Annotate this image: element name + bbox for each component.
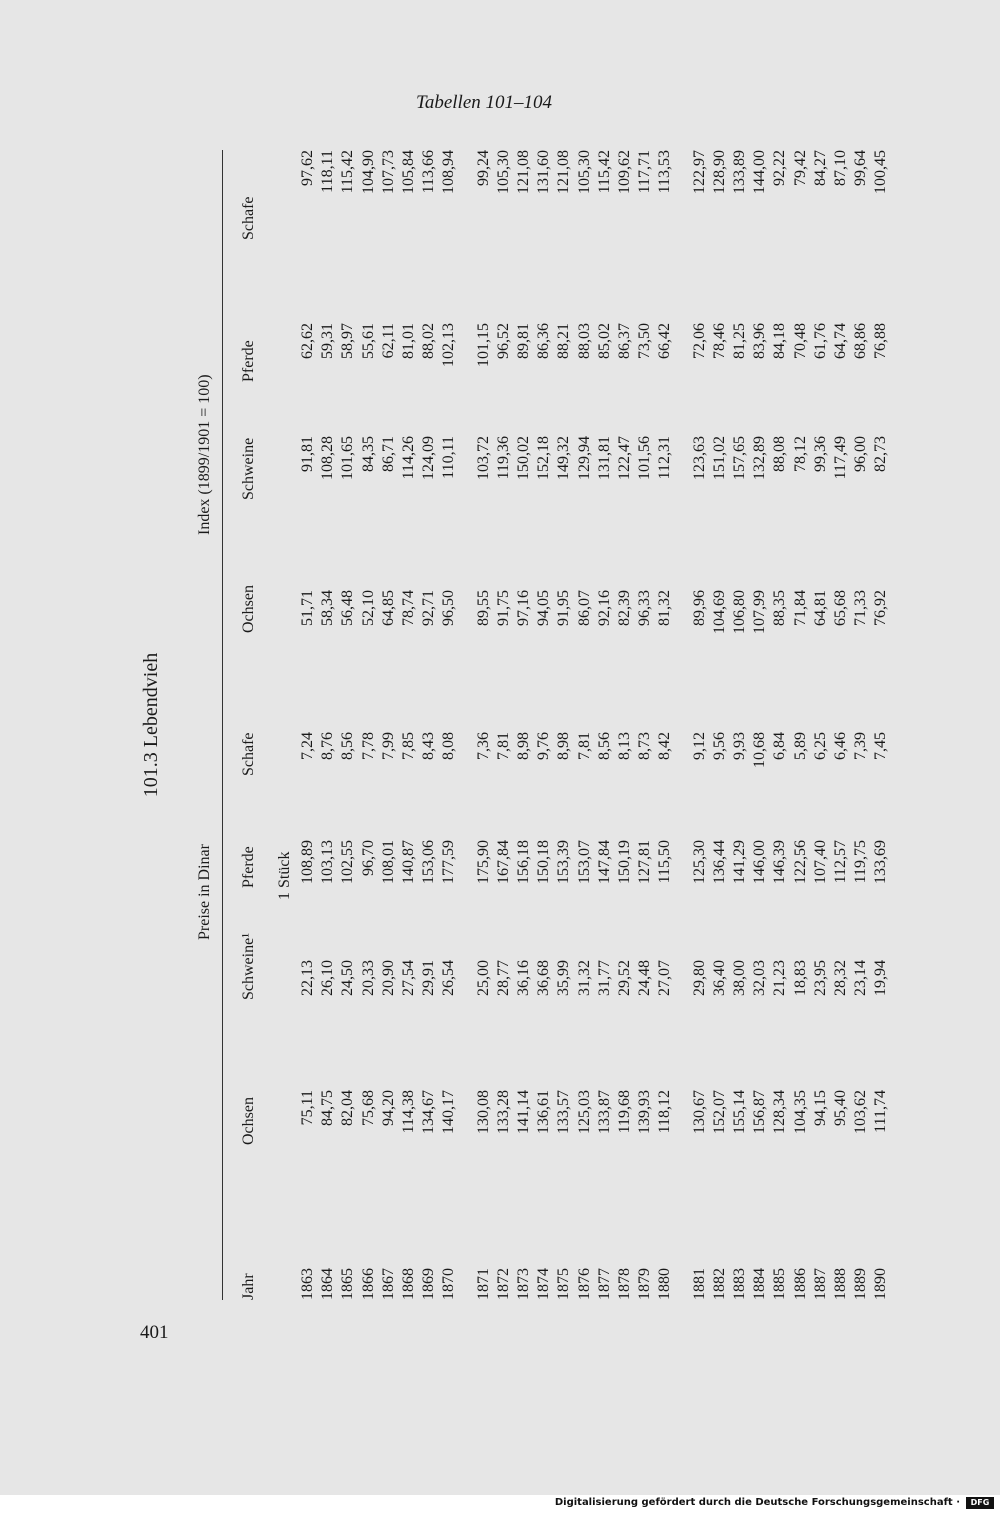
table-cell: 52,10 (359, 590, 377, 626)
table-cell: 86,37 (616, 323, 633, 359)
table-cell: 92,71 (420, 590, 438, 626)
table-cell: 111,74 (872, 1090, 890, 1133)
cell-jahr: 1878 (616, 1268, 633, 1300)
table-cell: 8,42 (656, 732, 674, 760)
table-cell: 58,34 (319, 590, 337, 626)
table-cell: 29,91 (420, 960, 438, 996)
table-cell: 91,95 (555, 590, 573, 626)
table-cell: 96,33 (636, 590, 654, 626)
table-cell: 78,74 (400, 590, 417, 626)
footer-text: Digitalisierung gefördert durch die Deutsche Forschungsgemeinschaft · (554, 1497, 960, 1508)
table-cell: 71,84 (791, 590, 809, 626)
table-cell: 147,84 (595, 840, 613, 884)
table-cell: 96,00 (852, 436, 870, 472)
table-cell: 19,94 (872, 960, 890, 996)
table-cell: 140,17 (440, 1090, 458, 1134)
table-cell: 51,71 (299, 590, 316, 626)
table-cell: 7,39 (852, 732, 870, 760)
table-cell: 122,56 (791, 840, 809, 884)
table-cell: 132,89 (751, 436, 769, 480)
table-cell: 81,01 (400, 323, 417, 359)
table-cell: 103,13 (319, 840, 337, 884)
table-cell: 9,76 (535, 732, 553, 760)
table-cell: 112,31 (656, 436, 674, 480)
table-cell: 157,65 (731, 436, 748, 480)
table-cell: 107,99 (751, 590, 769, 634)
table-cell: 64,81 (811, 590, 829, 626)
table-cell: 82,39 (616, 590, 633, 626)
table-cell: 130,08 (474, 1090, 492, 1134)
table-cell: 156,87 (751, 1090, 769, 1134)
table-cell: 22,13 (299, 960, 316, 996)
table-cell: 115,50 (656, 840, 674, 884)
table-cell: 65,68 (832, 590, 849, 626)
header-pferde: Pferde (240, 846, 257, 888)
table-cell: 8,56 (595, 732, 613, 760)
table-cell: 82,04 (339, 1090, 357, 1126)
table-cell: 112,57 (832, 840, 849, 884)
cell-jahr: 1876 (575, 1268, 593, 1300)
table-cell: 114,26 (400, 436, 417, 480)
table-cell: 66,42 (656, 323, 674, 359)
table-cell: 115,42 (595, 150, 613, 194)
table-cell: 31,32 (575, 960, 593, 996)
table-cell: 136,44 (710, 840, 728, 884)
cell-jahr: 1875 (555, 1268, 573, 1300)
table-cell: 139,93 (636, 1090, 654, 1134)
table-cell: 103,62 (852, 1090, 870, 1134)
header-schweine: Schweine¹ (240, 933, 257, 1000)
table-cell: 130,67 (690, 1090, 708, 1134)
cell-jahr: 1882 (710, 1268, 728, 1300)
table-cell: 118,12 (656, 1090, 674, 1134)
table-cell: 131,60 (535, 150, 553, 194)
table-cell: 110,11 (440, 436, 458, 479)
table-cell: 68,86 (852, 323, 870, 359)
table-cell: 89,81 (515, 323, 532, 359)
table-cell: 105,30 (575, 150, 593, 194)
table-cell: 62,62 (299, 323, 316, 359)
table-cell: 104,35 (791, 1090, 809, 1134)
table-cell: 8,13 (616, 732, 633, 760)
table-cell: 7,36 (474, 732, 492, 760)
table-cell: 84,18 (771, 323, 789, 359)
table-cell: 7,85 (400, 732, 417, 760)
table-cell: 119,75 (852, 840, 870, 884)
header-ochsen: Ochsen (240, 1097, 257, 1145)
table-cell: 107,40 (811, 840, 829, 884)
table-cell: 97,62 (299, 150, 316, 186)
table-cell: 24,50 (339, 960, 357, 996)
table-cell: 32,03 (751, 960, 769, 996)
table-cell: 64,74 (832, 323, 849, 359)
table-cell: 7,81 (575, 732, 593, 760)
table-cell: 27,54 (400, 960, 417, 996)
table-cell: 5,89 (791, 732, 809, 760)
table-cell: 7,81 (494, 732, 512, 760)
table-cell: 94,20 (379, 1090, 397, 1126)
table-cell: 82,73 (872, 436, 890, 472)
table-cell: 127,81 (636, 840, 654, 884)
table-cell: 84,75 (319, 1090, 337, 1126)
cell-jahr: 1879 (636, 1268, 654, 1300)
table-cell: 76,88 (872, 323, 890, 359)
table-cell: 81,25 (731, 323, 748, 359)
table-cell: 106,80 (731, 590, 748, 634)
table-cell: 7,45 (872, 732, 890, 760)
table-cell: 144,00 (751, 150, 769, 194)
table-cell: 7,24 (299, 732, 316, 760)
table-cell: 24,48 (636, 960, 654, 996)
table-cell: 8,08 (440, 732, 458, 760)
table-cell: 128,90 (710, 150, 728, 194)
table-cell: 113,66 (420, 150, 438, 194)
table-cell: 100,45 (872, 150, 890, 194)
table-cell: 7,78 (359, 732, 377, 760)
page-number: 401 (140, 1322, 169, 1343)
table-cell: 72,06 (690, 323, 708, 359)
table-cell: 152,07 (710, 1090, 728, 1134)
table-cell: 70,48 (791, 323, 809, 359)
table-cell: 9,93 (731, 732, 748, 760)
table-cell: 96,52 (494, 323, 512, 359)
table-cell: 102,13 (440, 323, 458, 367)
table-cell: 26,54 (440, 960, 458, 996)
table-cell: 104,69 (710, 590, 728, 634)
cell-jahr: 1884 (751, 1268, 769, 1300)
cell-jahr: 1874 (535, 1268, 553, 1300)
table-cell: 59,31 (319, 323, 337, 359)
table-cell: 133,87 (595, 1090, 613, 1134)
table-cell: 108,89 (299, 840, 316, 884)
table-cell: 99,64 (852, 150, 870, 186)
table-cell: 136,61 (535, 1090, 553, 1134)
table-cell: 28,32 (832, 960, 849, 996)
cell-jahr: 1885 (771, 1268, 789, 1300)
table-cell: 141,29 (731, 840, 748, 884)
table-cell: 7,99 (379, 732, 397, 760)
table-cell: 133,69 (872, 840, 890, 884)
table-cell: 36,68 (535, 960, 553, 996)
cell-jahr: 1877 (595, 1268, 613, 1300)
table-cell: 133,57 (555, 1090, 573, 1134)
cell-jahr: 1867 (379, 1268, 397, 1300)
cell-jahr: 1864 (319, 1268, 337, 1300)
table-cell: 29,52 (616, 960, 633, 996)
table-cell: 18,83 (791, 960, 809, 996)
table-cell: 175,90 (474, 840, 492, 884)
table-cell: 38,00 (731, 960, 748, 996)
cell-jahr: 1880 (656, 1268, 674, 1300)
table-cell: 109,62 (616, 150, 633, 194)
table-cell: 29,80 (690, 960, 708, 996)
table-cell: 97,16 (515, 590, 532, 626)
rotated-table (140, 150, 900, 1300)
table-cell: 26,10 (319, 960, 337, 996)
table-cell: 122,97 (690, 150, 708, 194)
table-cell: 71,33 (852, 590, 870, 626)
table-cell: 9,56 (710, 732, 728, 760)
table-cell: 150,02 (515, 436, 532, 480)
table-cell: 8,73 (636, 732, 654, 760)
table-cell: 150,18 (535, 840, 553, 884)
header-idx-schafe: Schafe (240, 196, 257, 240)
cell-jahr: 1869 (420, 1268, 438, 1300)
cell-jahr: 1889 (852, 1268, 870, 1300)
table-cell: 8,76 (319, 732, 337, 760)
table-cell: 83,96 (751, 323, 769, 359)
table-cell: 108,01 (379, 840, 397, 884)
table-cell: 133,89 (731, 150, 748, 194)
table-cell: 92,16 (595, 590, 613, 626)
table-cell: 131,81 (595, 436, 613, 480)
header-jahr: Jahr (240, 1273, 257, 1300)
table-cell: 89,55 (474, 590, 492, 626)
table-cell: 76,92 (872, 590, 890, 626)
table-cell: 31,77 (595, 960, 613, 996)
table-cell: 20,90 (379, 960, 397, 996)
table-cell: 152,18 (535, 436, 553, 480)
table-cell: 121,08 (515, 150, 532, 194)
table-cell: 153,39 (555, 840, 573, 884)
table-cell: 115,42 (339, 150, 357, 194)
table-cell: 21,23 (771, 960, 789, 996)
table-cell: 117,49 (832, 436, 849, 480)
table-cell: 6,84 (771, 732, 789, 760)
running-head: Tabellen 101–104 (416, 92, 552, 113)
cell-jahr: 1890 (872, 1268, 890, 1300)
header-schafe: Schafe (240, 732, 257, 776)
table-cell: 91,75 (494, 590, 512, 626)
table-cell: 87,10 (832, 150, 849, 186)
table-cell: 124,09 (420, 436, 438, 480)
table-cell: 102,55 (339, 840, 357, 884)
table-cell: 84,27 (811, 150, 829, 186)
table-cell: 95,40 (832, 1090, 849, 1126)
table-cell: 56,48 (339, 590, 357, 626)
table-cell: 117,71 (636, 150, 654, 194)
table-cell: 149,32 (555, 436, 573, 480)
header-index-group: Index (1899/1901 = 100) (196, 374, 213, 535)
table-cell: 101,15 (474, 323, 492, 367)
table-cell: 99,36 (811, 436, 829, 472)
table-cell: 27,07 (656, 960, 674, 996)
table-cell: 10,68 (751, 732, 769, 768)
table-cell: 35,99 (555, 960, 573, 996)
table-cell: 79,42 (791, 150, 809, 186)
table-cell: 86,36 (535, 323, 553, 359)
table-cell: 91,81 (299, 436, 316, 472)
cell-jahr: 1881 (690, 1268, 708, 1300)
table-cell: 128,34 (771, 1090, 789, 1134)
cell-jahr: 1871 (474, 1268, 492, 1300)
table-cell: 94,05 (535, 590, 553, 626)
cell-jahr: 1868 (400, 1268, 417, 1300)
table-cell: 121,08 (555, 150, 573, 194)
table-cell: 78,46 (710, 323, 728, 359)
table-cell: 107,73 (379, 150, 397, 194)
table-cell: 92,22 (771, 150, 789, 186)
table-cell: 125,30 (690, 840, 708, 884)
table-cell: 23,14 (852, 960, 870, 996)
table-cell: 119,36 (494, 436, 512, 480)
table-cell: 78,12 (791, 436, 809, 472)
table-cell: 125,03 (575, 1090, 593, 1134)
table-cell: 8,43 (420, 732, 438, 760)
table-top-rule (222, 150, 223, 1300)
header-preise-group: Preise in Dinar (196, 844, 213, 940)
table-cell: 153,07 (575, 840, 593, 884)
cell-jahr: 1873 (515, 1268, 532, 1300)
header-idx-ochsen: Ochsen (240, 585, 257, 633)
table-cell: 84,35 (359, 436, 377, 472)
table-cell: 99,24 (474, 150, 492, 186)
table-cell: 94,15 (811, 1090, 829, 1126)
cell-jahr: 1866 (359, 1268, 377, 1300)
table-cell: 23,95 (811, 960, 829, 996)
table-cell: 103,72 (474, 436, 492, 480)
table-title: 101.3 Lebendvieh (140, 652, 162, 798)
table-cell: 55,61 (359, 323, 377, 359)
cell-jahr: 1888 (832, 1268, 849, 1300)
table-cell: 6,46 (832, 732, 849, 760)
table-cell: 108,28 (319, 436, 337, 480)
table-cell: 75,68 (359, 1090, 377, 1126)
table-cell: 156,18 (515, 840, 532, 884)
footer (0, 1495, 1000, 1513)
table-cell: 8,56 (339, 732, 357, 760)
table-cell: 177,59 (440, 840, 458, 884)
table-cell: 64,85 (379, 590, 397, 626)
table-cell: 101,56 (636, 436, 654, 480)
table-cell: 8,98 (515, 732, 532, 760)
table-cell: 85,02 (595, 323, 613, 359)
table-cell: 105,30 (494, 150, 512, 194)
header-idx-pferde: Pferde (240, 340, 257, 382)
table-cell: 123,63 (690, 436, 708, 480)
table-cell: 8,98 (555, 732, 573, 760)
table-cell: 62,11 (379, 323, 397, 359)
table-cell: 118,11 (319, 150, 337, 193)
table-cell: 96,70 (359, 840, 377, 876)
table-cell: 9,12 (690, 732, 708, 760)
table-cell: 81,32 (656, 590, 674, 626)
table-cell: 6,25 (811, 732, 829, 760)
cell-jahr: 1870 (440, 1268, 458, 1300)
cell-jahr: 1863 (299, 1268, 316, 1300)
table-cell: 101,65 (339, 436, 357, 480)
dfg-logo: DFG (966, 1497, 994, 1509)
table-cell: 61,76 (811, 323, 829, 359)
cell-jahr: 1886 (791, 1268, 809, 1300)
table-cell: 167,84 (494, 840, 512, 884)
table-cell: 108,94 (440, 150, 458, 194)
table-cell: 20,33 (359, 960, 377, 996)
table-cell: 86,71 (379, 436, 397, 472)
table-cell: 89,96 (690, 590, 708, 626)
table-cell: 88,08 (771, 436, 789, 472)
header-preise-unit: 1 Stück (276, 851, 293, 900)
table-cell: 146,39 (771, 840, 789, 884)
table-cell: 104,90 (359, 150, 377, 194)
table-cell: 36,40 (710, 960, 728, 996)
table-cell: 113,53 (656, 150, 674, 194)
table-cell: 88,21 (555, 323, 573, 359)
table-cell: 58,97 (339, 323, 357, 359)
table-cell: 88,35 (771, 590, 789, 626)
table-cell: 73,50 (636, 323, 654, 359)
table-cell: 86,07 (575, 590, 593, 626)
table-cell: 129,94 (575, 436, 593, 480)
table-cell: 105,84 (400, 150, 417, 194)
table-cell: 114,38 (400, 1090, 417, 1134)
table-cell: 25,00 (474, 960, 492, 996)
cell-jahr: 1887 (811, 1268, 829, 1300)
table-cell: 96,50 (440, 590, 458, 626)
table-cell: 140,87 (400, 840, 417, 884)
table-cell: 134,67 (420, 1090, 438, 1134)
table-cell: 36,16 (515, 960, 532, 996)
table-cell: 150,19 (616, 840, 633, 884)
table-cell: 119,68 (616, 1090, 633, 1134)
cell-jahr: 1883 (731, 1268, 748, 1300)
table-cell: 75,11 (299, 1090, 316, 1126)
table-cell: 133,28 (494, 1090, 512, 1134)
header-idx-schweine: Schweine (240, 437, 257, 500)
cell-jahr: 1872 (494, 1268, 512, 1300)
table-cell: 141,14 (515, 1090, 532, 1134)
table-cell: 28,77 (494, 960, 512, 996)
table-cell: 122,47 (616, 436, 633, 480)
cell-jahr: 1865 (339, 1268, 357, 1300)
table-cell: 146,00 (751, 840, 769, 884)
table-cell: 153,06 (420, 840, 438, 884)
table-cell: 88,02 (420, 323, 438, 359)
table-cell: 151,02 (710, 436, 728, 480)
table-cell: 155,14 (731, 1090, 748, 1134)
table-cell: 88,03 (575, 323, 593, 359)
